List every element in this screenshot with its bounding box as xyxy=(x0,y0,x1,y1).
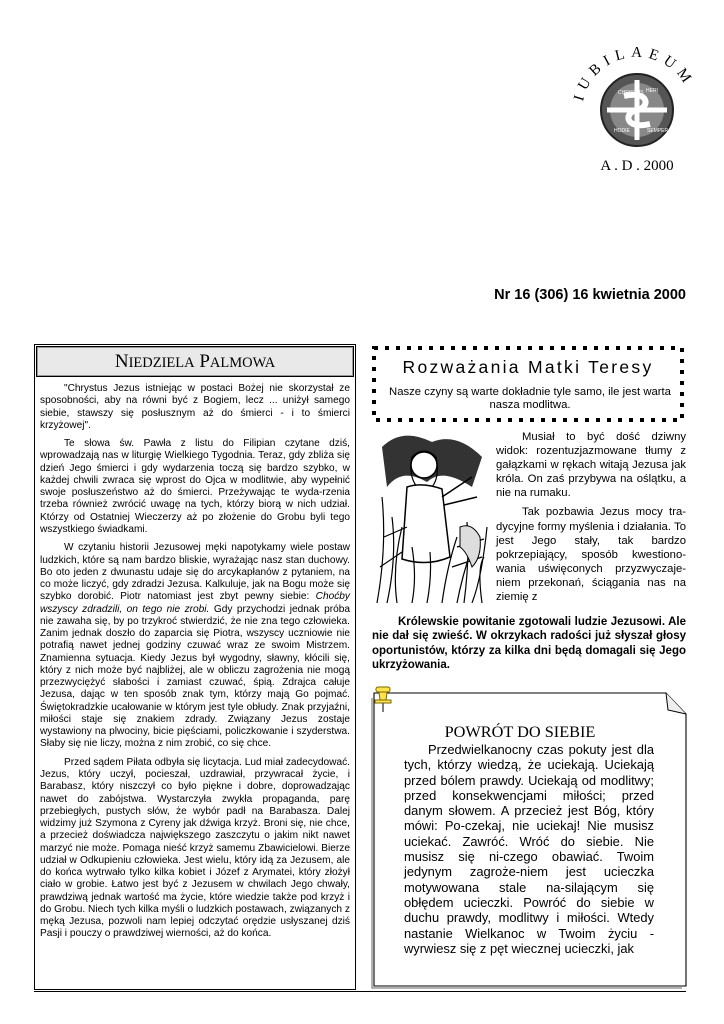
article-paragraph: "Chrystus Jezus istniejąc w postaci Bożej nie skorzystał ze sposobności, aby na równi być z Bogiem, lecz ... uniżył samego siebie, stawszy się posłusznym aż do śmierci - i to śmierci krzyżowej". xyxy=(40,383,350,431)
logo-ring-text: IUBILAEUM xyxy=(571,44,698,103)
logo-word-2: HERI xyxy=(646,88,658,94)
logo-date-text: A . D . 2000 xyxy=(600,158,674,174)
palm-sunday-article xyxy=(34,344,356,990)
logo-word-1: CHRISTUS xyxy=(618,90,644,96)
title-cap-1: N xyxy=(114,351,129,372)
meditations-intro: Nasze czyny są warte dokładnie tyle samo, ile jest warta nasza modlitwa. xyxy=(389,386,671,411)
meditations-body xyxy=(496,430,686,609)
logo-word-3: HODIE xyxy=(614,128,630,134)
paragraph-text: Gdy przychodzi jednak próba nie zawaha się, by po trzykroć stwierdzić, że nie zna tego człowieka. Zanim jednak doszło do zaparcia się Piotra, wszyscy uczniowie nie potrafią nawet jednej godziny czuwać wraz ze swoim Mistrzem. Znamienna sytuacja. Kiedy Jezus był wygodny, sławny, kłócili się, który z nich może być najbliżej, ale w obliczu zagrożenia nie mogą przezwyciężyć słabości i zamiast czuwać, śpią. Zdrajca całuje Jezusa, dając w ten sposób znak tym, którzy mają Go pojmać. Świętokradzkie ucałowanie w którym jest tyle obłudy. Znak przyjaźni, miłości staje się znakiem zdrady. Związany Jezus zostaje wystawiony na plwociny, bicie pięściami, policzkowanie i szyderstwa. Słaby się nie liczy, można z nim zrobić, co się chce. xyxy=(40,603,350,750)
angel-illustration xyxy=(372,427,492,603)
meditation-paragraph: Tak pozbawia Jezus mocy tra-dycyjne formy myślenia i działania. To jest Jego stały, tak bardzo pokrzepiający, sposób kwestiono-wania uświęconych przyzwyczaje-niem przekonań, ściągania nas na ziemię z xyxy=(496,506,686,604)
pushpin-icon xyxy=(373,686,393,712)
article-paragraph xyxy=(40,542,350,750)
italic-quote: Choćby wszyscy zdradzili, on tego nie zrobi. xyxy=(40,591,350,615)
issue-number: Nr 16 (306) 16 kwietnia 2000 xyxy=(494,287,686,303)
article-title xyxy=(36,346,354,377)
title-rest-2: ALMOWA xyxy=(209,355,276,371)
logo-word-4: SEMPER xyxy=(647,128,669,134)
jubilee-logo xyxy=(562,20,712,200)
article-paragraph: Przed sądem Piłata odbyła się licytacja. Lud miał zadecydować. Jezus, który uczył, pocieszał, uzdrawiał, przywracał życie, i Barabasz, który niszczył co było piękne i dobre, doprowadzając nawet do zabójstwa. Wystarczyła zwykła propaganda, parę przebiegłych, pustych słów, że wybór padł na Barabasza. Dalej widzimy już Szymona z Cyreny jak dźwiga krzyż. Broni się, nie chce, a przecież doświadcza największego zaszczytu o jakim nikt nawet marzyć nie może. Pomaga nieść krzyż samemu Zbawicielowi. Bierze udział w Odkupieniu człowieka. Jest wielu, który idą za Jezusem, ale do końca wytrwało tylko kilka kobiet i Józef z Arymatei, który złożył ciało w grobie. Łatwo jest być z Jezusem w chwilach Jego chwały, prawdziwą jednak wartość ma życie, które wiedzie także pod krzyż i do Grobu. Niech tych kilka myśli o ludzkich postawach, związanych z męką Jezusa, pozwoli nam lepiej odczytać orędzie usłyszanej dziś Pasji i pouczy o prawdziwej wierności, aż do końca. xyxy=(40,756,350,940)
title-cap-2: P xyxy=(199,351,210,372)
article-body xyxy=(40,383,350,947)
meditations-title: Rozważania Matki Teresy xyxy=(402,357,654,377)
note-title: POWRÓT DO SIEBIE xyxy=(444,722,596,741)
meditations-bold-paragraph: Królewskie powitanie zgotowali ludzie Jezusowi. Ale nie dał się zwieść. W okrzykach radości już słyszał głosy oportunistów, którzy za kilka dni będą domagali się Jego ukrzyżowania. xyxy=(372,616,686,671)
paragraph-text: W czytaniu historii Jezusowej męki napotykamy wiele postaw ludzkich, które są nam bardzo bliskie, wyrażając nasz stan duchowy. Bo oto jeden z dwunastu udaje się do arcykapłanów z pytaniem, na co może liczyć, gdy zdradzi Jezusa. Kalkuluje, jak na Bogu może się szybko dorobić. Piotr natomiast jest zbyt pewny siebie: xyxy=(40,542,350,603)
note-body: Przedwielkanocny czas pokuty jest dla tych, którzy wiedzą, że uciekają. Uciekają przed bólem prawdy. Uciekają od modlitwy; przed konsekwencjami miłości; przed danym słowem. A przecież jest Bóg, który mówi: Po-czekaj, nie uciekaj! Nie musisz uciekać. Zawróć. Wróć do siebie. Nie musisz się ni-czego obawiać. Twoim jedynym zagroże-niem jest ucieczka motywowana stale na-silającym się obłędem ucieczki. Powróć do siebie w duchu prawdy, modlitwy i miłości. Wtedy nastanie Wielkanoc w Twoim życiu - wyrwiesz się z pęt wiecznej ucieczki, jak xyxy=(404,742,654,956)
article-paragraph: Te słowa św. Pawła z listu do Filipian czytane dziś, wprowadzają nas w liturgię Wielkiego Tygodnia. Teraz, gdy zbliża się dzień Jego śmierci i gdy wydarzenia toczą się bardzo szybko, w każdej chwili zwraca się wprost do Ojca w modlitwie, aby wypełnić swoje posłuszeństwo aż do śmierci. Przeżywając te wyda-rzenia trzeba również zwrócić uwagę na tych, którzy biorą w nich udział. Którzy od Ostatniej Wieczerzy aż po złożenie do Grobu byli tego wszystkiego świadkami. xyxy=(40,438,350,535)
meditation-paragraph: Musiał to być dość dziwny widok: rozentuzjazmowane tłumy z gałązkami w rękach witają Jezusa jak króla. On zaś przybywa na oślątku, a nie na rumaku. xyxy=(496,431,686,500)
title-rest-1: IEDZIELA xyxy=(128,355,195,371)
bottom-rule xyxy=(34,991,686,992)
